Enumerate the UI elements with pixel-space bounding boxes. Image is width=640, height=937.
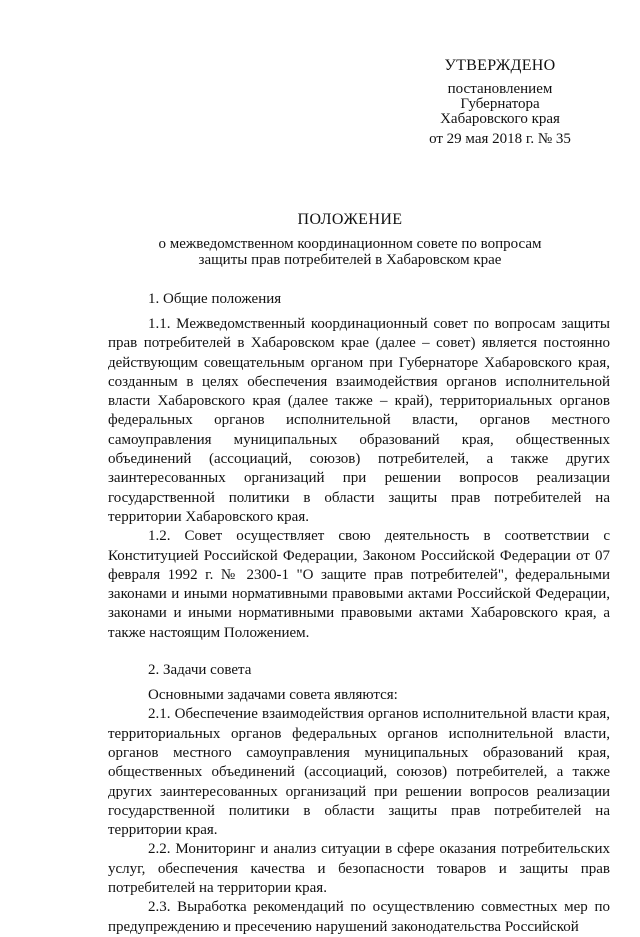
paragraph-2-intro: Основными задачами совета являются: [148, 687, 398, 704]
approval-date: от 29 мая 2018 г. № 35 [429, 131, 571, 147]
approval-stamp [400, 58, 600, 147]
document-title-block [100, 212, 600, 268]
approval-line-1: постановлением [447, 81, 553, 97]
document-body [108, 290, 610, 937]
section-heading-2: 2. Задачи совета [148, 662, 252, 679]
section-gap [108, 643, 610, 661]
paragraph-2-1: 2.1. Обеспечение взаимодействия органов исполнительной власти края, территориальных органов федеральных органов исполнительной власти, органов местного самоуправления муниципальных образований края, общественных объединений (ассоциаций, союзов) потребителей, а также других заинтересованных организаций при решении вопросов реализации государственной политики в области защиты прав потребителей на территории края. [108, 706, 610, 839]
approved-label: УТВЕРЖДЕНО [444, 57, 556, 74]
document-subtitle-line-1: о межведомственном координационном совете по вопросам [158, 236, 542, 252]
document-title: ПОЛОЖЕНИЕ [297, 211, 403, 228]
paragraph-2-2: 2.2. Мониторинг и анализ ситуации в сфере оказания потребительских услуг, обеспечения качества и безопасности товаров и защиты прав потребителей на территории края. [108, 841, 610, 897]
approval-line-2: Губернатора [460, 96, 540, 112]
paragraph-1-2: 1.2. Совет осуществляет свою деятельность в соответствии с Конституцией Российской Федерации, Законом Российской Федерации от 07 февраля 1992 г. № 2300-1 "О защите прав потребителей", федеральными законами и иными нормативными правовыми актами Российской Федерации, законами и иными нормативными правовыми актами Хабаровского края, а также настоящим Положением. [108, 528, 610, 641]
section-heading-1: 1. Общие положения [148, 291, 282, 307]
approval-line-3: Хабаровского края [440, 111, 560, 127]
paragraph-2-3: 2.3. Выработка рекомендаций по осуществлению совместных мер по предупреждению и пресечению нарушений законодательства Российской [108, 899, 610, 935]
document-subtitle-line-2: защиты прав потребителей в Хабаровском крае [198, 252, 502, 268]
paragraph-1-1: 1.1. Межведомственный координационный совет по вопросам защиты прав потребителей в Хабаровском крае (далее – совет) является постоянно действующим совещательным органом при Губернаторе Хабаровского края, созданным в целях обеспечения взаимодействия органов исполнительной власти Хабаровского края (далее также – край), территориальных органов федеральных органов исполнительной власти, органов местного самоуправления муниципальных образований края, общественных объединений (ассоциаций, союзов) потребителей, а также других заинтересованных организаций при решении вопросов реализации государственной политики в области защиты прав потребителей на территории Хабаровского края. [108, 316, 610, 525]
